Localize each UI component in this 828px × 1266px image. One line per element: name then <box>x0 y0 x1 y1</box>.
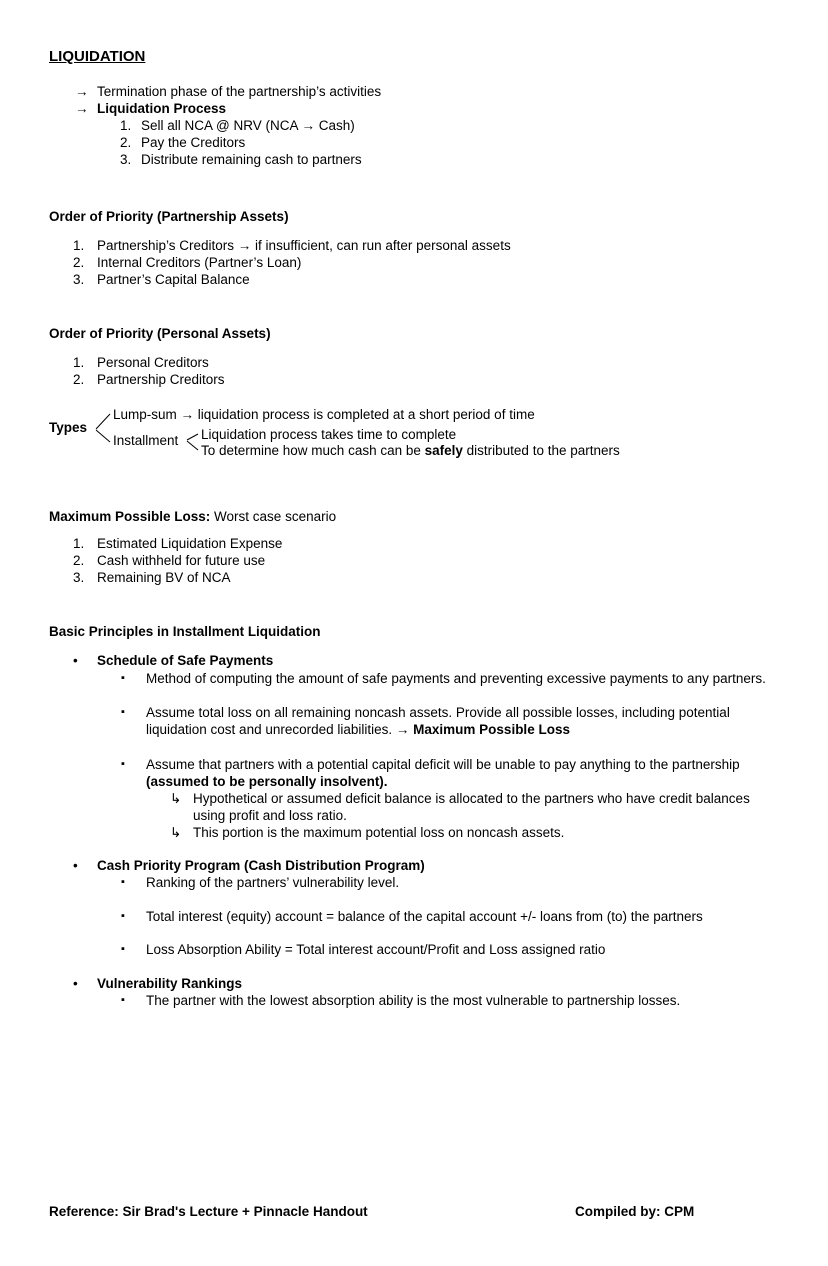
safe-payments-subpoint <box>49 790 775 824</box>
item-text: Internal Creditors (Partner’s Loan) <box>97 255 302 270</box>
section-heading-basic-principles: Basic Principles in Installment Liquidation <box>49 624 321 639</box>
subpoint-text: Hypothetical or assumed deficit balance is allocated to the partners who have credit balances using profit and loss ratio. <box>193 791 750 823</box>
bullet-vulnerability-rankings <box>49 975 775 992</box>
cash-priority-point <box>49 941 775 958</box>
bullet-title: Vulnerability Rankings <box>97 976 243 991</box>
mpl-item <box>49 569 775 586</box>
bullet-schedule-of-safe-payments <box>49 652 775 669</box>
types-installment-branch: Installment <box>113 433 179 448</box>
arrow-icon: → <box>75 84 89 99</box>
square-bullet-icon: ▪ <box>121 758 125 770</box>
step-number: 1. <box>120 118 132 133</box>
item-text: Estimated Liquidation Expense <box>97 536 283 551</box>
bullet-cash-priority-program <box>49 857 775 874</box>
item-number: 1. <box>73 536 85 551</box>
types-label: Types <box>49 420 88 435</box>
intro-text: Termination phase of the partnership’s activities <box>97 84 382 99</box>
footer-compiled-by: Compiled by: CPM <box>575 1204 695 1219</box>
point-text: Ranking of the partners’ vulnerability level. <box>146 875 400 890</box>
priority-item <box>49 271 775 288</box>
point-text-pre: Assume total loss on all remaining noncash assets. Provide all possible losses, including potential liquidation cost and unrecorded liabilities. → <box>146 705 730 737</box>
safe-payments-point <box>49 670 775 687</box>
item-number: 2. <box>73 255 85 270</box>
item-number: 3. <box>73 570 85 585</box>
vulnerability-point <box>49 992 775 1009</box>
intro-arrow-item <box>49 83 775 100</box>
point-text: Method of computing the amount of safe payments and preventing excessive payments to any partners. <box>146 671 766 686</box>
cash-priority-point <box>49 874 775 891</box>
item-text: Partnership Creditors <box>97 372 225 387</box>
priority-item <box>49 237 775 254</box>
types-lump-sum-branch: Lump-sum → liquidation process is completed at a short period of time <box>113 407 535 422</box>
liquidation-step <box>49 151 775 168</box>
point-text <box>146 756 775 790</box>
step-text: Pay the Creditors <box>141 135 246 150</box>
intro-text-bold: Liquidation Process <box>97 101 227 116</box>
arrow-icon: → <box>75 101 89 116</box>
point-text-bold: (assumed to be personally insolvent). <box>146 774 388 789</box>
item-number: 3. <box>73 272 85 287</box>
hook-arrow-icon: ↳ <box>170 825 182 840</box>
priority-item <box>49 354 775 371</box>
installment-description-1: Liquidation process takes time to complete <box>201 427 457 442</box>
item-text: Partner’s Capital Balance <box>97 272 250 287</box>
bullet-title: Schedule of Safe Payments <box>97 653 274 668</box>
installment-line2-bold: safely <box>424 443 463 458</box>
point-text-bold: Maximum Possible Loss <box>413 722 570 737</box>
bullet-title: Cash Priority Program (Cash Distribution Program) <box>97 858 425 873</box>
item-text: Remaining BV of NCA <box>97 570 231 585</box>
bullet-icon: • <box>73 858 78 873</box>
types-diagram <box>49 404 775 460</box>
section-heading-partnership-assets: Order of Priority (Partnership Assets) <box>49 209 289 224</box>
item-text: Partnership’s Creditors → if insufficient, can run after personal assets <box>97 238 511 253</box>
subpoint-text: This portion is the maximum potential loss on noncash assets. <box>193 825 565 840</box>
mpl-heading-bold: Maximum Possible Loss: <box>49 509 211 524</box>
safe-payments-point <box>49 704 775 738</box>
section-heading-personal-assets: Order of Priority (Personal Assets) <box>49 326 271 341</box>
safe-payments-subpoint <box>49 824 775 841</box>
bullet-icon: • <box>73 976 78 991</box>
square-bullet-icon: ▪ <box>121 994 125 1006</box>
mpl-item <box>49 535 775 552</box>
square-bullet-icon: ▪ <box>121 672 125 684</box>
cash-priority-point <box>49 908 775 925</box>
step-text: Distribute remaining cash to partners <box>141 152 362 167</box>
footer-reference: Reference: Sir Brad's Lecture + Pinnacle Handout <box>49 1204 368 1219</box>
item-number: 2. <box>73 372 85 387</box>
liquidation-step <box>49 134 775 151</box>
intro-arrow-item <box>49 100 775 117</box>
point-text: The partner with the lowest absorption ability is the most vulnerable to partnership losses. <box>146 993 681 1008</box>
square-bullet-icon: ▪ <box>121 876 125 888</box>
point-text: Total interest (equity) account = balance of the capital account +/- loans from (to) the partners <box>146 909 703 924</box>
liquidation-step <box>49 117 775 134</box>
installment-line2-post: distributed to the partners <box>462 443 620 458</box>
point-text <box>146 704 775 738</box>
installment-line2-pre: To determine how much cash can be <box>201 443 425 458</box>
item-text: Cash withheld for future use <box>97 553 266 568</box>
point-text: Loss Absorption Ability = Total interest account/Profit and Loss assigned ratio <box>146 942 606 957</box>
item-text: Personal Creditors <box>97 355 209 370</box>
priority-item <box>49 254 775 271</box>
page-title: LIQUIDATION <box>49 48 146 65</box>
priority-item <box>49 371 775 388</box>
step-number: 2. <box>120 135 132 150</box>
mpl-heading-rest: Worst case scenario <box>210 509 337 524</box>
mpl-item <box>49 552 775 569</box>
hook-arrow-icon: ↳ <box>170 791 182 806</box>
item-number: 1. <box>73 238 85 253</box>
section-heading-maximum-possible-loss <box>49 508 775 525</box>
square-bullet-icon: ▪ <box>121 910 125 922</box>
installment-description-2 <box>201 442 620 459</box>
step-number: 3. <box>120 152 132 167</box>
item-number: 1. <box>73 355 85 370</box>
safe-payments-point <box>49 756 775 790</box>
square-bullet-icon: ▪ <box>121 943 125 955</box>
point-text-pre: Assume that partners with a potential capital deficit will be unable to pay anything to the partnership <box>146 757 740 772</box>
step-text: Sell all NCA @ NRV (NCA → Cash) <box>141 118 355 133</box>
square-bullet-icon: ▪ <box>121 706 125 718</box>
bullet-icon: • <box>73 653 78 668</box>
item-number: 2. <box>73 553 85 568</box>
